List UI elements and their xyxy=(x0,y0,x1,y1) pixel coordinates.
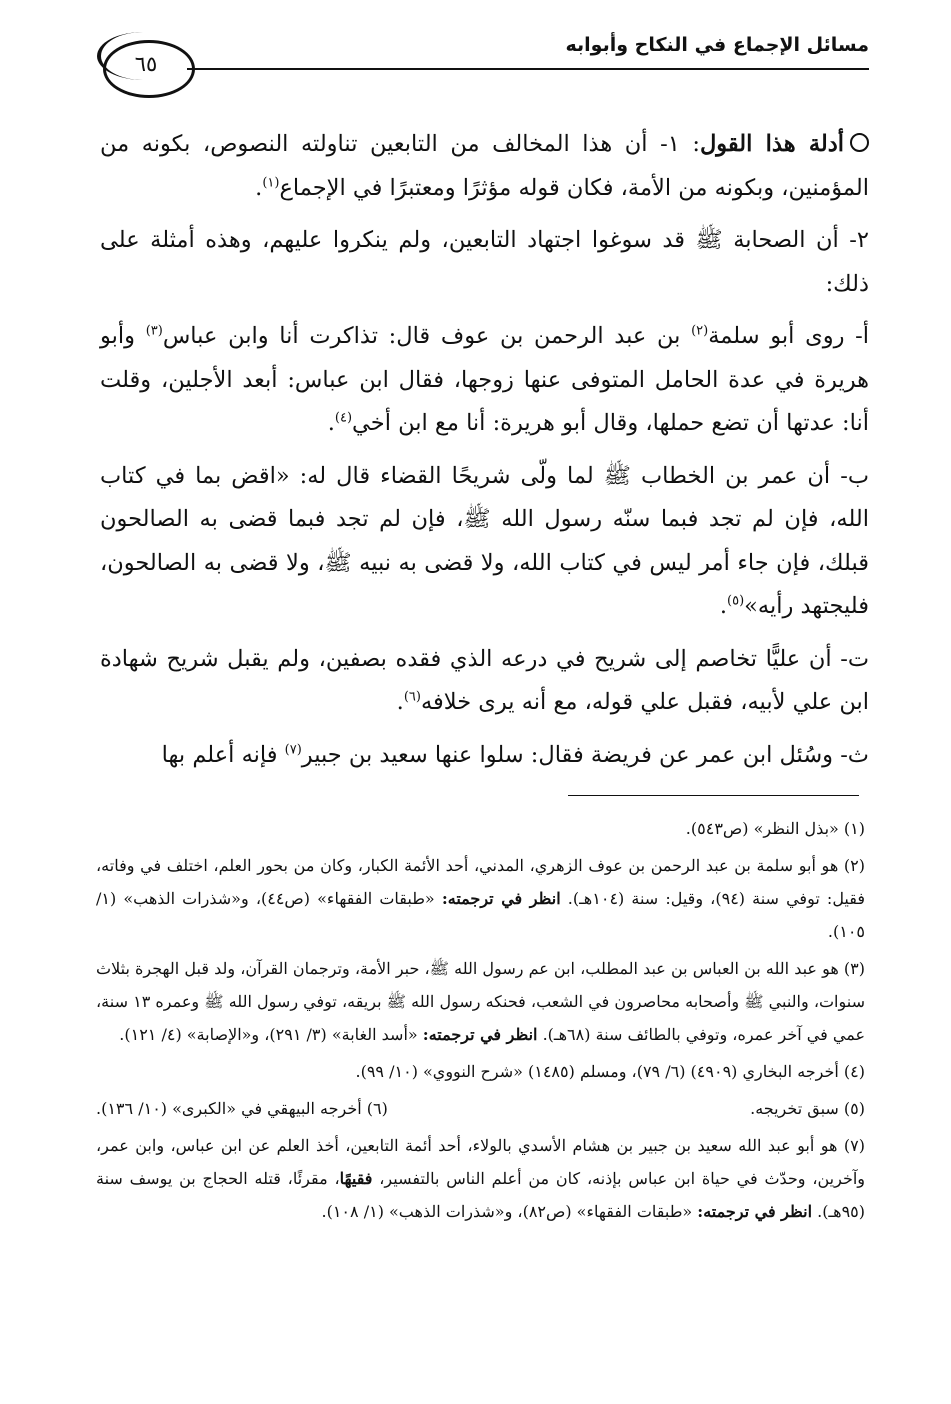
paragraph-text: فإنه أعلم بها xyxy=(161,741,285,768)
header-rule xyxy=(187,68,869,70)
page-number: ٦٥ xyxy=(134,52,158,76)
footnote-emphasis: فقيهًا xyxy=(339,1169,373,1188)
footnote-see-label: انظر في ترجمته: xyxy=(697,1202,813,1221)
footnote-1: (١) «بذل النظر» (ص٥٤٣). xyxy=(685,819,865,838)
footnote-2 xyxy=(96,849,865,948)
paragraph-text: وأبو هريرة في عدة الحامل المتوفى عنها زوجها، فقال ابن عباس: أبعد الأجلين، وقلت أنا: عدتها أن تضع حملها، وقال أبو هريرة: أنا مع ابن أخي xyxy=(100,323,869,436)
footnote-see-label: انظر في ترجمته: xyxy=(441,889,561,908)
footnote-ref: (٣) xyxy=(145,323,163,339)
paragraph-end: . xyxy=(396,689,404,715)
paragraph-text: بن عبد الرحمن بن عوف قال: تذاكرت أنا وابن عباس xyxy=(162,323,692,349)
footnote-text: «أسد الغابة» (٣/ ٢٩١)، و«الإصابة» (٤/ ١٢١). xyxy=(119,1025,423,1044)
page-header xyxy=(95,28,869,98)
footnote-ref: (٥) xyxy=(727,593,745,609)
footnote-5: (٥) سبق تخريجه. xyxy=(750,1099,865,1118)
paragraph-example-b xyxy=(100,455,869,629)
footnote-ref: (٧) xyxy=(284,742,302,757)
ring-bullet-icon xyxy=(850,133,869,152)
footnotes xyxy=(96,812,865,1232)
paragraph-example-a xyxy=(100,315,869,446)
paragraph-text: ت- أن عليًّا تخاصم إلى شريح في درعه الذي فقده بصفين، ولم يقبل شريح شهادة ابن علي لأبيه، فقبل علي قوله، مع أنه يرى خلافه xyxy=(100,645,869,715)
footnote-4: (٤) أخرجه البخاري (٤٩٠٩) (٦/ ٧٩)، ومسلم (١٤٨٥) «شرح النووي» (١٠/ ٩٩). xyxy=(355,1062,865,1081)
paragraph-text: : ١- أن هذا المخالف من التابعين تناولته النصوص، بكونه من المؤمنين، وبكونه من الأمة، فكان قوله مؤثرًا ومعتبرًا في الإجماع xyxy=(100,131,869,201)
paragraph-text: ب- أن عمر بن الخطاب ﷺ لما ولّى شريحًا القضاء قال له: «اقض بما في كتاب الله، فإن لم تجد فبما سنّه رسول الله ﷺ، فإن لم تجد فبما قضى به الصالحون قبلك، فإن جاء أمر ليس في كتاب الله، ولا قضى به نبيه ﷺ، ولا قضى به الصالحون، فليجتهد رأيه» xyxy=(100,462,869,619)
footnote-text: «طبقات الفقهاء» (ص٤٤)، و«شذرات الذهب» (١/ ١٠٥). xyxy=(96,889,865,941)
footnote-3 xyxy=(96,952,865,1051)
footnote-6: (٦) أخرجه البيهقي في «الكبرى» (١٠/ ١٣٦). xyxy=(96,1099,388,1118)
footnote-text: ، مقرئًا، قتله الحجاج بن يوسف سنة (٩٥هـ). xyxy=(96,1169,865,1221)
paragraph-text: أ- روى أبو سلمة xyxy=(708,323,869,349)
footnote-row-5-6 xyxy=(96,1092,865,1125)
paragraph-text: ث- وسُئل ابن عمر عن فريضة فقال: سلوا عنها سعيد بن جبير xyxy=(301,741,869,768)
footnote-separator xyxy=(568,795,859,796)
main-text xyxy=(100,123,869,786)
footnote-see-label: انظر في ترجمته: xyxy=(422,1025,538,1044)
footnote-text: «طبقات الفقهاء» (ص٨٢)، و«شذرات الذهب» (١/ ١٠٨). xyxy=(321,1202,698,1221)
footnote-text: (٧) هو أبو عبد الله سعيد بن جبير بن هشام الأسدي بالولاء، أحد أئمة التابعين، أخذ العلم عن ابن عباس، وابن عمر، وآخرين، وحدّث في حياة ابن عباس بإذنه، كان من أعلم الناس بالتفسير، xyxy=(96,1136,866,1188)
footnote-ref: (١) xyxy=(262,175,280,190)
paragraph-example-th xyxy=(100,734,869,778)
paragraph-point-2 xyxy=(100,219,869,306)
paragraph-evidence-heading xyxy=(100,123,869,210)
footnote-ref: (٢) xyxy=(691,323,709,339)
paragraph-end: . xyxy=(255,174,263,201)
footnote-text: (٣) هو عبد الله بن العباس بن عبد المطلب، ابن عم رسول الله ﷺ، حبر الأمة، وترجمان القرآن، ولد قبل الهجرة بثلاث سنوات، والنبي ﷺ وأصحابه محاصرون في الشعب، فحنكه رسول الله ﷺ بريقه، توفي رسول الله ﷺ وعمره ١٣ سنة، عمي في آخر عمره، وتوفي بالطائف سنة (٦٨هـ). xyxy=(96,959,866,1044)
paragraph-example-t xyxy=(100,638,869,725)
footnote-text: (٢) هو أبو سلمة بن عبد الرحمن بن عوف الزهري، المدني، أحد الأئمة الكبار، وكان من بحور العلم، اختلف في وفاته، فقيل: توفي سنة (٩٤)، وقيل: سنة (١٠٤هـ). xyxy=(96,856,866,908)
paragraph-end: . xyxy=(327,410,335,436)
section-heading: أدلة هذا القول xyxy=(699,131,845,157)
footnote-ref: (٦) xyxy=(403,689,421,705)
running-title: مسائل الإجماع في النكاح وأبوابه xyxy=(565,34,869,56)
footnote-ref: (٤) xyxy=(334,410,353,426)
footnote-7 xyxy=(96,1129,865,1228)
paragraph-text: ٢- أن الصحابة ﷺ قد سوغوا اجتهاد التابعين، ولم ينكروا عليهم، وهذه أمثلة على ذلك: xyxy=(100,227,869,297)
paragraph-end: . xyxy=(719,593,727,619)
